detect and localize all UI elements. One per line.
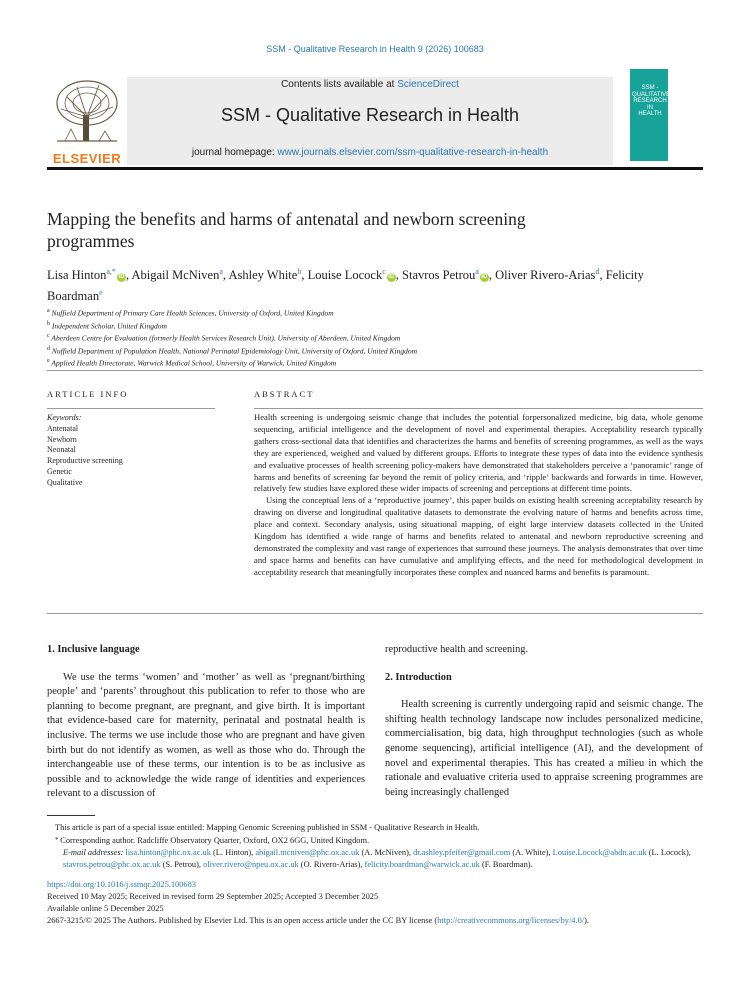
- special-issue-note: This article is part of a special issue entitled: Mapping Genomic Screening published in SSM - Qualitative Research in Health.: [55, 823, 480, 832]
- received-dates: Received 10 May 2025; Received in revised form 29 September 2025; Accepted 3 December 2025: [47, 892, 379, 901]
- elsevier-wordmark: ELSEVIER: [52, 151, 122, 166]
- author-affiliation-marker[interactable]: c: [382, 267, 386, 276]
- email-link[interactable]: stavros.petrou@phc.ox.ac.uk: [63, 860, 161, 869]
- author[interactable]: Louise Locock: [307, 268, 383, 283]
- body-paragraph-continued: reproductive health and screening.: [385, 644, 529, 655]
- email-owner: (A. McNiven),: [361, 848, 411, 857]
- license-suffix: ).: [584, 916, 589, 925]
- license-prefix: 2667-3215/© 2025 The Authors. Published by Elsevier Ltd. This is an open access article under the CC BY license (: [47, 916, 438, 925]
- author[interactable]: Oliver Rivero-Arias: [495, 268, 596, 283]
- affiliation-text: Nuffield Department of Primary Care Health Sciences, University of Oxford, United Kingdom: [51, 308, 334, 318]
- section-divider: [47, 370, 703, 371]
- online-date: Available online 5 December 2025: [47, 904, 164, 913]
- keyword: Reproductive screening: [47, 456, 123, 466]
- affiliation-letter: d: [47, 345, 50, 352]
- affiliation: [47, 331, 687, 344]
- corresponding-text: Corresponding author. Radcliffe Observatory Quarter, Oxford, OX2 6GG, United Kingdom.: [60, 836, 370, 845]
- homepage-prefix: journal homepage:: [191, 147, 278, 158]
- orcid-icon[interactable]: iD: [481, 274, 488, 281]
- author-affiliation-marker[interactable]: d: [595, 267, 600, 276]
- journal-banner: [127, 77, 613, 165]
- cover-title: [632, 85, 671, 118]
- cover-line: SSM -: [641, 85, 659, 91]
- author[interactable]: Stavros Petrou: [402, 268, 476, 283]
- email-link[interactable]: Louise.Locock@abdn.ac.uk: [552, 848, 647, 857]
- email-addresses: [47, 847, 703, 871]
- affiliation-letter: a: [47, 308, 50, 314]
- affiliation-text: Nuffield Department of Population Health, National Perinatal Epidemiology Unit, University of Oxford, United Kingdom: [51, 346, 417, 355]
- affiliation: [47, 306, 687, 319]
- doi-link[interactable]: https://doi.org/10.1016/j.ssmqr.2025.100683: [47, 880, 196, 889]
- abstract-paragraph: Using the conceptual lens of a ‘reproductive journey’, this paper builds on existing health screening acceptability research by drawing on diverse and longitudinal qualitative datasets to demonstrate the evolving nature of harms and benefits across time, place and context. Secondary analysis, using situational mapping, of eight large interview datasets collected in the United Kingdom has identified a wide range of harms and benefits related to antenatal and newborn reproductive screening and demonstrated the complexity and vast range of experiences that surround these journeys. The analysis demonstrates that over time and space harms and benefits can have cumulative and amplifying effects, and the need for methodological development in acceptability research that meaningfully incorporates these complex and nuanced harms and benefits is paramount.: [254, 495, 703, 577]
- email-link[interactable]: oliver.rivero@npeu.ox.ac.uk: [203, 860, 299, 869]
- orcid-icon[interactable]: iD: [118, 274, 125, 281]
- affiliation-letter: c: [47, 333, 50, 339]
- footnote-rule: [47, 815, 95, 816]
- keyword: Qualitative: [47, 477, 83, 487]
- section-heading-inclusive-language: 1. Inclusive language: [47, 644, 140, 655]
- cover-line: RESEARCH IN: [633, 98, 667, 111]
- contents-line: [127, 79, 613, 90]
- masthead-rule: [47, 167, 703, 170]
- cover-line: QUALITATIVE: [632, 91, 671, 98]
- left-column: [47, 643, 365, 802]
- homepage-line: [127, 147, 613, 158]
- affiliation: [47, 356, 687, 369]
- email-link[interactable]: abigail.mcniven@phc.ox.ac.uk: [255, 848, 360, 857]
- author-affiliation-marker[interactable]: a: [475, 267, 479, 276]
- email-link[interactable]: felicity.boardman@warwick.ac.uk: [364, 860, 480, 869]
- right-column: [385, 643, 703, 800]
- elsevier-logo: [47, 77, 127, 166]
- article-info-rule: [47, 408, 215, 409]
- email-label: E-mail addresses:: [63, 848, 124, 857]
- keyword: Antenatal: [47, 423, 79, 433]
- article-title: Mapping the benefits and harms of antenatal and newborn screening programmes: [47, 209, 526, 251]
- author-affiliation-marker[interactable]: a: [219, 267, 223, 276]
- author-affiliation-marker[interactable]: b: [297, 267, 302, 276]
- email-owner: (L. Hinton),: [213, 848, 254, 857]
- author[interactable]: Lisa Hinton: [47, 268, 107, 283]
- affiliations: [47, 306, 687, 369]
- email-owner: (S. Petrou),: [162, 860, 201, 869]
- keywords-block: [47, 413, 215, 489]
- keyword: Newborn: [47, 434, 77, 444]
- author[interactable]: Ashley White: [228, 268, 298, 283]
- sciencedirect-link[interactable]: ScienceDirect: [397, 79, 459, 90]
- publication-info: [47, 879, 703, 927]
- abstract-heading: ABSTRACT: [254, 389, 315, 399]
- email-link[interactable]: dr.ashley.pfeifer@gmail.com: [413, 848, 511, 857]
- email-owner: (A. White),: [512, 848, 551, 857]
- corresponding-author-note: * Corresponding author. Radcliffe Observatory Quarter, Oxford, OX2 6GG, United Kingdom.: [55, 836, 370, 845]
- email-link[interactable]: lisa.hinton@phc.ox.ac.uk: [125, 848, 211, 857]
- abstract-body: [254, 412, 703, 579]
- article-info-heading: ARTICLE INFO: [47, 389, 129, 399]
- journal-reference-link[interactable]: SSM - Qualitative Research in Health 9 (2026) 100683: [266, 44, 484, 54]
- body-paragraph: We use the terms ‘women’ and ‘mother’ as well as ‘pregnant/birthing people’ and ‘parents’ throughout this publication to refer to those who are planning to become pregnant, are pregnant, and give birth. It is important that evidence-based care for maternity, perinatal and postnatal health is inclusive. The terms we use include those who are pregnant and have given birth but do not identify as women, as well as those who do. Through the interchangeable use of these terms, our intention is to be as inclusive as possible and to acknowledge the wide range of identities and experiences relevant to a discussion of: [47, 671, 365, 800]
- affiliation-letter: e: [47, 358, 50, 364]
- cc-license-link[interactable]: http://creativecommons.org/licenses/by/4.0/: [437, 916, 585, 925]
- affiliation: [47, 344, 687, 357]
- footnotes: [47, 822, 703, 871]
- affiliation-letter: b: [47, 320, 50, 327]
- author-affiliation-marker[interactable]: a,*: [106, 267, 116, 276]
- keyword: Genetic: [47, 466, 72, 476]
- author[interactable]: Abigail McNiven: [131, 268, 220, 283]
- elsevier-tree-icon: [47, 77, 127, 147]
- affiliation-text: Independent Scholar, United Kingdom: [51, 321, 167, 330]
- author[interactable]: Felicity Boardman: [47, 268, 644, 304]
- masthead: [47, 69, 671, 166]
- author-affiliation-marker[interactable]: e: [99, 288, 103, 298]
- abstract-paragraph: Health screening is undergoing seismic change that includes the potential forpersonalized medicine, big data, whole genome sequencing, artificial intelligence and the development of novel and experimental therapies. Acceptability research typically gathers cross-sectional data that identifies and characterizes the harms and benefits of screening programmes, as well as the ways they are experienced, weighed and valued by different groups. Efforts to integrate these types of data into the evidence synthesis and evaluative processes of health screening policy-makers have demonstrated that stakeholders perceive a ‘panoramic’ range of harms and benefits of screening far beyond the remit of policy criteria, and ‘ripple’ backwards and forwards in time. However, relatively few studies have explored these wider impacts of screening and perceptions at different time points.: [254, 412, 703, 494]
- cover-line: HEALTH: [638, 111, 662, 117]
- keyword: Neonatal: [47, 445, 76, 455]
- affiliation-text: Applied Health Directorate, Warwick Medical School, University of Warwick, United Kingdom: [51, 358, 337, 368]
- email-owner: (F. Boardman).: [481, 860, 533, 869]
- body-paragraph: Health screening is currently undergoing rapid and seismic change. The shifting health technology landscape now includes personalized medicine, commercialisation, big data, high throughput technologies (such as whole genome sequencing), artificial intelligence (AI), and the development of novel and experimental therapies. This has created a milieu in which the rationale and evaluative criteria used to appraise screening programmes are being increasingly challenged: [385, 699, 703, 798]
- orcid-icon[interactable]: iD: [388, 274, 395, 281]
- journal-title: SSM - Qualitative Research in Health: [220, 105, 520, 125]
- affiliation: [47, 319, 687, 332]
- affiliation-text: Aberdeen Centre for Evaluation (formerly Health Services Research Unit), University of Aberdeen, United Kingdom: [51, 333, 401, 343]
- email-owner: (L. Locock),: [648, 848, 691, 857]
- contents-prefix: Contents lists available at: [281, 79, 398, 90]
- license-line: [47, 915, 703, 927]
- journal-homepage-link[interactable]: www.journals.elsevier.com/ssm-qualitative-research-in-health: [277, 147, 549, 158]
- abstract-rule: [254, 408, 703, 409]
- keywords-label: Keywords:: [47, 413, 82, 422]
- section-divider: [47, 613, 703, 614]
- author-list: Lisa Hinton$^{a,*}$iD , Abigail McNiven$^a$, Ashley White$^b$, Louise Locock$^c$iD , Stavros Petrou$^a$iD , Oliver Rivero-Arias$^d$, Felicity Boardman$^e$: [47, 267, 644, 304]
- email-owner: (O. Rivero-Arias),: [300, 860, 363, 869]
- section-heading-introduction: 2. Introduction: [385, 671, 452, 683]
- journal-cover-thumbnail[interactable]: [630, 69, 671, 161]
